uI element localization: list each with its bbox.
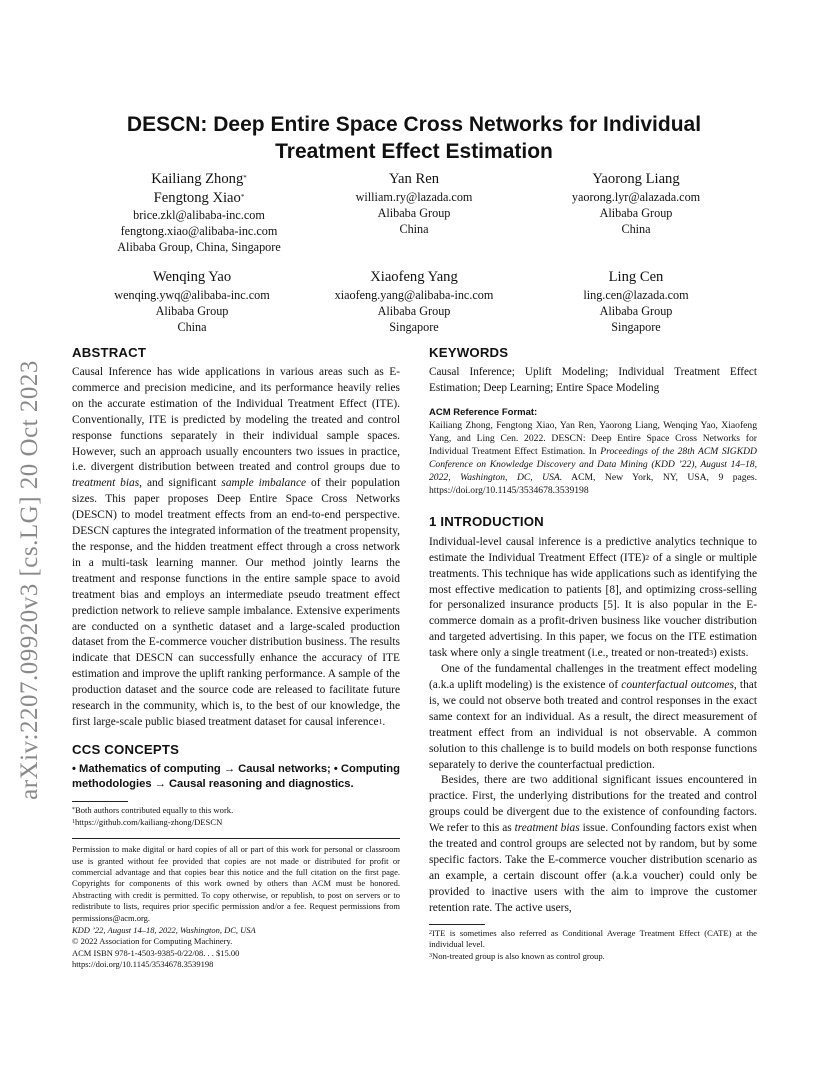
- author-block: [526, 170, 746, 237]
- author-block: [304, 268, 524, 335]
- author-name: Ling Cen: [608, 269, 664, 285]
- author-name: Fengtong Xiao: [153, 189, 241, 206]
- author-affiliation: Alibaba Group, China, Singapore: [117, 240, 281, 255]
- author-affiliation: Alibaba Group: [377, 205, 451, 220]
- permission-notice: Permission to make digital or hard copies of all or part of this work for personal or classroom use is granted without fee provided that copies are not made or distributed for profit or commercial advantage and that copies bear this notice and the full citation on the first page. Copyrights for components of this work owned by others than ACM must be honored. Abstracting with credit is permitted. To copy otherwise, or republish, to post on servers or to redistribute to lists, requires prior specific permission and/or a fee. Request permissions from permissions@acm.org.: [72, 844, 400, 923]
- author-block: [526, 268, 746, 335]
- equal-contrib-mark: *: [243, 174, 247, 182]
- author-affiliation: Alibaba Group: [155, 303, 229, 318]
- author-name: Yaorong Liang: [592, 171, 680, 187]
- author-email: xiaofeng.yang@alibaba-inc.com: [334, 287, 494, 302]
- footnote: $^3$Non-treated group is also known as control group.: [429, 950, 605, 961]
- author-name: Xiaofeng Yang: [370, 269, 458, 285]
- right-column: [429, 345, 757, 962]
- author-email: yaorong.lyr@alazada.com: [571, 189, 701, 204]
- author-country: China: [399, 221, 429, 236]
- intro-paragraph: Besides, there are two additional significant issues encountered in practice. First, the underlying distributions for the treated and control groups could be divergent due to the existence of confounding factors. We refer to this as treatment bias issue. Confounding factors exist when the treated and control groups are selected not by random, but by some specific factors. Take the E-commerce voucher distribution scenario as an example, a certain discount offer (a.k.a voucher) could only be provided to inactive users with the aim to improve the customer retention rate. The active users,: [429, 774, 757, 914]
- author-block: [304, 170, 524, 237]
- author-country: Singapore: [389, 319, 439, 334]
- equal-contrib-mark: *: [240, 192, 245, 201]
- left-column: [72, 345, 400, 971]
- title-line-2: Treatment Effect Estimation: [275, 140, 553, 163]
- title-line-1: DESCN: Deep Entire Space Cross Networks for Individual: [126, 113, 702, 136]
- intro-paragraph: One of the fundamental challenges in the treatment effect modeling (a.k.a uplift modeling) is the existence of counterfactual outcomes, that is, we could not observe both treated and control responses in the exact same context for an individual. As a result, the direct measurement of treatment effect from an individual is not observable. A common solution to this challenge is to build models on both response functions separately to derive the counterfactual prediction.: [429, 663, 757, 771]
- author-name: Yan Ren: [388, 171, 439, 187]
- author-affiliation: Alibaba Group: [377, 303, 451, 318]
- footnote: $^2$ITE is sometimes also referred as Conditional Average Treatment Effect (CATE) at the individual level.: [429, 927, 757, 950]
- abstract-heading: ABSTRACT: [72, 345, 147, 360]
- footnote: *Both authors contributed equally to this work.: [72, 805, 234, 816]
- venue-line: KDD ’22, August 14–18, 2022, Washington, DC, USA: [72, 925, 256, 936]
- paper-title: [80, 111, 748, 165]
- author-country: Singapore: [611, 319, 661, 334]
- acm-ref-heading: ACM Reference Format:: [429, 406, 538, 418]
- isbn-line: ACM ISBN 978-1-4503-9385-0/22/08. . . $15.00: [72, 947, 240, 958]
- doi-line: https://doi.org/10.1145/3534678.3539198: [72, 959, 214, 970]
- author-affiliation: Alibaba Group: [599, 303, 673, 318]
- intro-heading: 1 INTRODUCTION: [429, 513, 544, 529]
- footnote-rule: [429, 924, 485, 925]
- copyright-line: © 2022 Association for Computing Machinery.: [72, 936, 233, 947]
- keywords-heading: KEYWORDS: [429, 345, 509, 360]
- arxiv-stamp: arXiv:2207.09920v3 [cs.LG] 20 Oct 2023: [16, 360, 43, 800]
- permission-rule: [72, 838, 400, 839]
- footnote: $^1$https://github.com/kailiang-zhong/DESCN: [72, 816, 223, 827]
- author-email: wenqing.ywq@alibaba-inc.com: [114, 287, 270, 302]
- ccs-concepts: • Mathematics of computing → Causal networks; • Computing methodologies → Causal reasoning and diagnostics.: [72, 762, 400, 791]
- author-block: [82, 268, 302, 335]
- author-country: China: [177, 319, 207, 334]
- acm-reference: Kailiang Zhong, Fengtong Xiao, Yan Ren, Yaorong Liang, Wenqing Yao, Xiaofeng Yang, and Ling Cen. 2022. DESCN: Deep Entire Space Cross Networks for Individual Treatment Effect Estimation. In Proceedings of the 28th ACM SIGKDD Conference on Knowledge Discovery and Data Mining (KDD ’22), August 14–18, 2022, Washington, DC, USA. ACM, New York, NY, USA, 9 pages. https://doi.org/10.1145/3534678.3539198: [429, 419, 757, 496]
- abstract-text: Causal Inference has wide applications in various areas such as E-commerce and precision medicine, and its performance heavily relies on the accurate estimation of the Individual Treatment Effect (ITE). Conventionally, ITE is predicted by modeling the treated and control response functions separately in their individual sample spaces. However, such an approach usually encounters two issues in practice, i.e. divergent distribution between treated and control groups due to treatment bias, and significant sample imbalance of their population sizes. This paper proposes Deep Entire Space Cross Networks (DESCN) to model treatment effects from an end-to-end perspective. DESCN captures the integrated information of the treatment propensity, the response, and the hidden treatment effect through a cross network in a multi-task learning manner. Our method jointly learns the treatment and response functions in the entire sample space to avoid treatment bias and employs an intermediate pseudo treatment effect prediction network to relieve sample imbalance. Extensive experiments are conducted on a synthetic dataset and a large-scaled production dataset from the E-commerce voucher distribution business. The results indicate that DESCN can successfully enhance the accuracy of ITE estimation and improve the uplift ranking performance. A sample of the production dataset and the source code are released to facilitate future research in the community, which is, to the best of our knowledge, the first large-scale public biased treatment dataset for causal inference$^1$.: [72, 366, 400, 728]
- author-email: brice.zkl@alibaba-inc.com: [133, 208, 265, 222]
- author-email: ling.cen@lazada.com: [583, 287, 689, 302]
- author-name: Wenqing Yao: [152, 269, 232, 285]
- author-affiliation: Alibaba Group: [599, 205, 673, 220]
- author-country: China: [621, 221, 651, 236]
- ccs-heading: CCS CONCEPTS: [72, 741, 180, 757]
- footnote-rule: [72, 801, 128, 802]
- author-name: Kailiang Zhong: [151, 171, 244, 187]
- author-block: [89, 170, 309, 256]
- intro-paragraph: Individual-level causal inference is a predictive analytics technique to estimate the Individual Treatment Effect (ITE)$^2$ of a single or multiple treatments. This technique has wide applications such as identifying the most effective medication to patients [8], and optimizing cross-selling for personalized insurance products [5]. It is also popular in the E-commerce domain as a profit-driven business like voucher distribution and targeted advertising. In this paper, we focus on the ITE estimation task where only a single treatment (i.e., treated or non-treated$^3$) exists.: [429, 535, 757, 660]
- author-email: william.ry@lazada.com: [355, 189, 473, 204]
- footnote-mark: 1: [378, 716, 383, 726]
- author-email: fengtong.xiao@alibaba-inc.com: [120, 224, 278, 239]
- keywords-text: Causal Inference; Uplift Modeling; Individual Treatment Effect Estimation; Deep Learning; Entire Space Modeling: [429, 366, 757, 394]
